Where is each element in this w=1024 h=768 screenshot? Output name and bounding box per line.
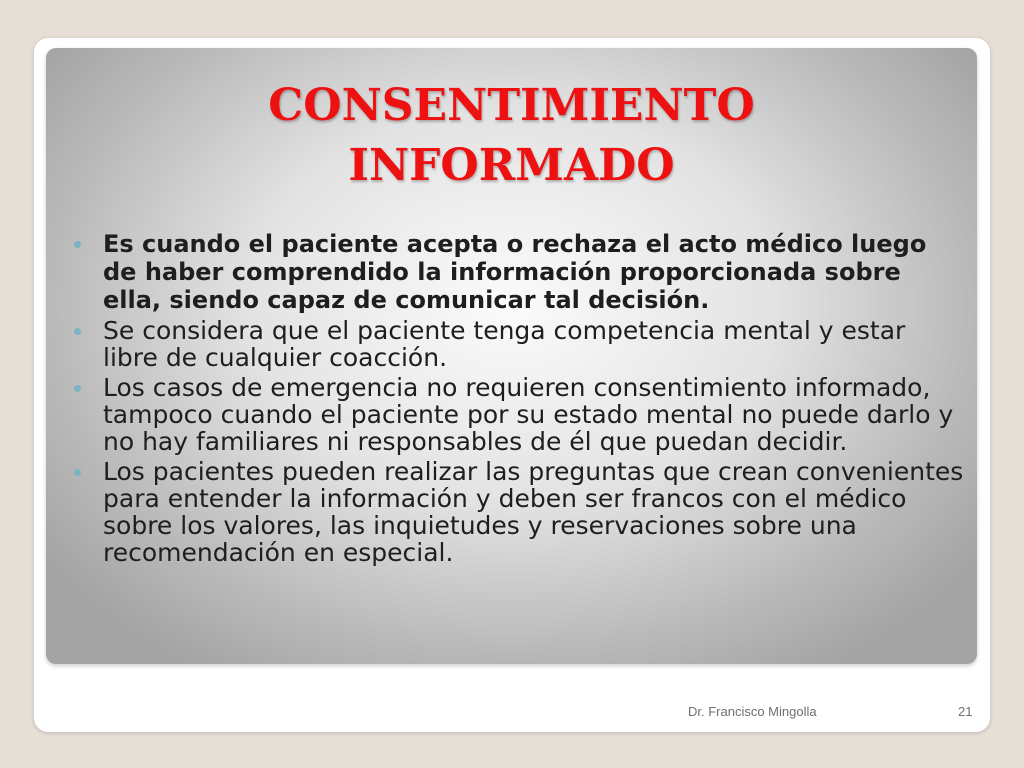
bullet-dot-icon	[74, 385, 81, 392]
bullet-item	[72, 458, 967, 566]
footer-author: Dr. Francisco Mingolla	[688, 704, 817, 719]
bullet-text: Los pacientes pueden realizar las preguntas que crean convenientes para entender la información y deben ser francos con el médico sobre los valores, las inquietudes y reservaciones sobre una recomendación en especial.	[103, 457, 964, 567]
bullet-item	[72, 230, 967, 314]
bullet-dot-icon	[74, 469, 81, 476]
bullet-dot-icon	[74, 241, 81, 248]
bullet-dot-icon	[74, 328, 81, 335]
bullet-text: Se considera que el paciente tenga competencia mental y estar libre de cualquier coacción.	[103, 316, 906, 372]
bullet-item	[72, 374, 967, 455]
title-line-1: CONSENTIMIENTO	[268, 80, 755, 131]
bullet-text: Los casos de emergencia no requieren consentimiento informado, tampoco cuando el paciente por su estado mental no puede darlo y no hay familiares ni responsables de él que puedan decidir.	[103, 373, 954, 456]
page-number: 21	[958, 704, 973, 719]
slide-title	[46, 76, 977, 196]
bullet-text: Es cuando el paciente acepta o rechaza el acto médico luego de haber comprendido la información proporcionada sobre ella, siendo capaz de comunicar tal decisión.	[103, 230, 927, 314]
bullet-list	[72, 230, 967, 569]
bullet-item	[72, 317, 967, 371]
title-line-2: INFORMADO	[348, 140, 675, 191]
